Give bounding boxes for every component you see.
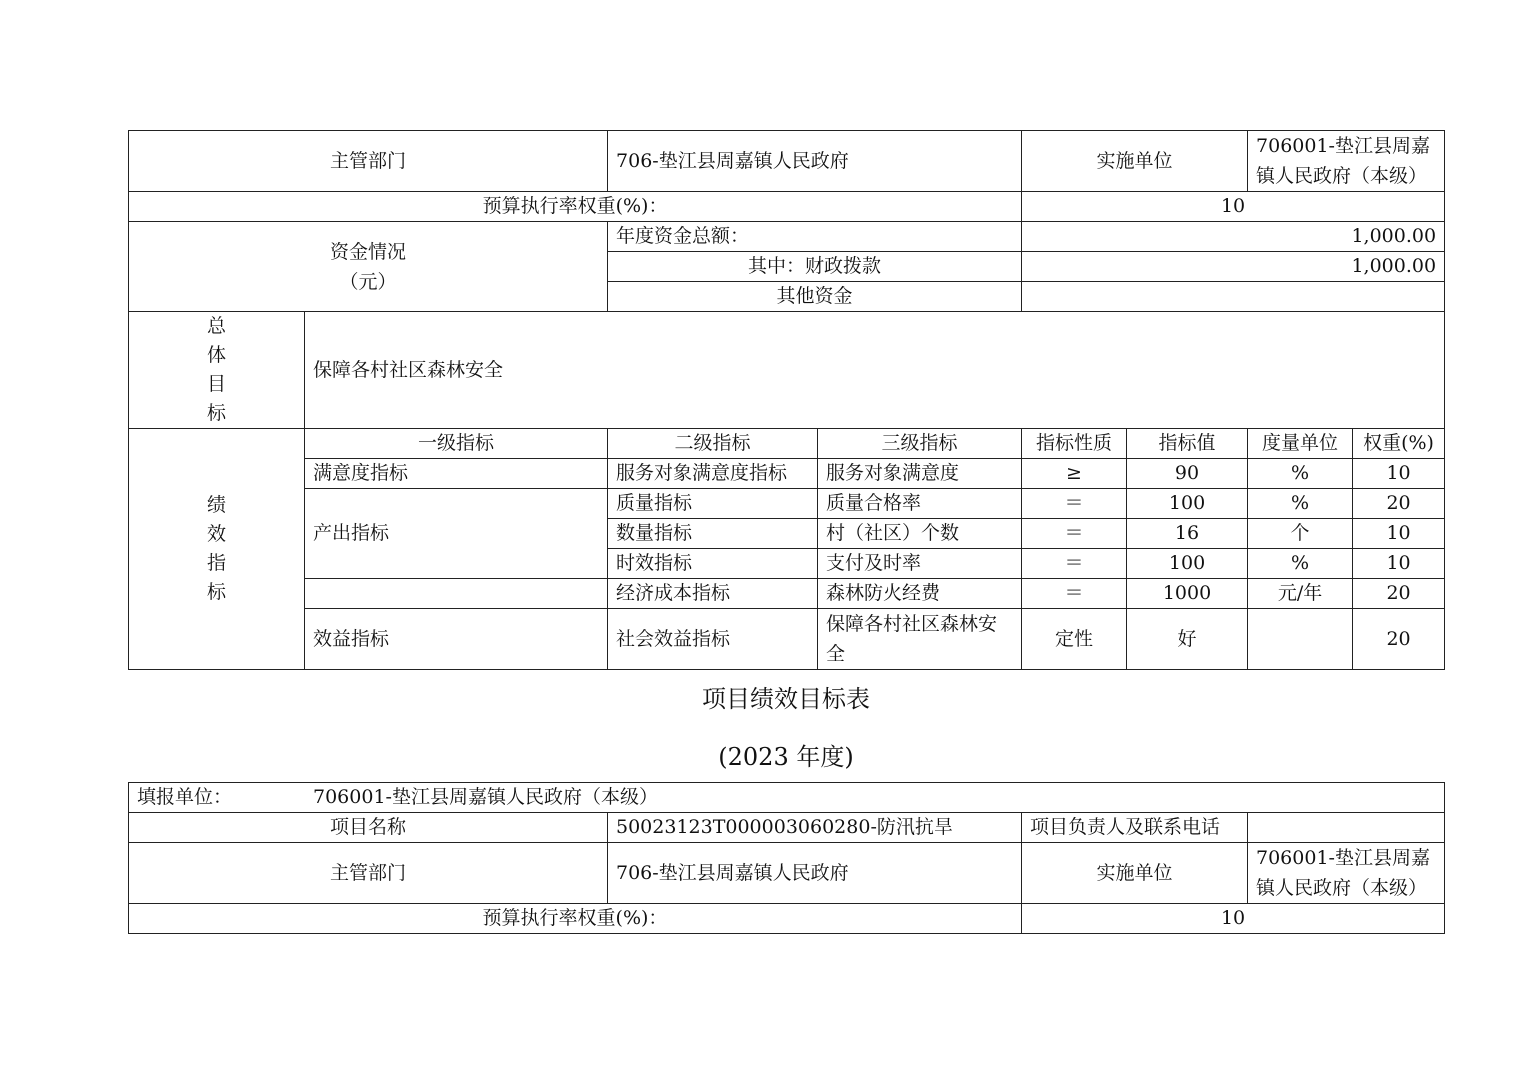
unit-cell: 个 xyxy=(1248,519,1353,549)
weight-cell: 10 xyxy=(1353,549,1445,579)
unit-cell: % xyxy=(1248,459,1353,489)
l2-cell: 经济成本指标 xyxy=(608,579,818,609)
nature-cell: ＝ xyxy=(1022,519,1127,549)
l1-cell: 满意度指标 xyxy=(305,459,608,489)
unit-cell: % xyxy=(1248,549,1353,579)
overall-goal-char: 总 xyxy=(206,315,226,337)
impl-unit-label: 实施单位 xyxy=(1022,131,1248,192)
project-name-label: 项目名称 xyxy=(129,813,608,843)
budget-rate-value: 10 xyxy=(1022,192,1445,222)
unit-cell: 元/年 xyxy=(1248,579,1353,609)
unit-cell: % xyxy=(1248,489,1353,519)
table-row xyxy=(129,489,1445,519)
supervisor-label: 主管部门 xyxy=(129,131,608,192)
weight-cell: 20 xyxy=(1353,579,1445,609)
budget-rate-label: 预算执行率权重(%)： xyxy=(129,904,1022,934)
header-l3: 三级指标 xyxy=(818,429,1022,459)
fiscal-value: 1,000.00 xyxy=(1022,252,1445,282)
value-cell: 好 xyxy=(1127,609,1248,670)
nature-cell: ≥ xyxy=(1022,459,1127,489)
value-cell: 100 xyxy=(1127,489,1248,519)
funds-label-line2: （元） xyxy=(339,270,397,293)
annual-total-value: 1,000.00 xyxy=(1022,222,1445,252)
supervisor-label: 主管部门 xyxy=(129,843,608,904)
l1-cell: 效益指标 xyxy=(305,609,608,670)
impl-unit-label: 实施单位 xyxy=(1022,843,1248,904)
l2-cell: 时效指标 xyxy=(608,549,818,579)
filler-value: 706001-垫江县周嘉镇人民政府（本级） xyxy=(313,786,658,808)
l2-cell: 数量指标 xyxy=(608,519,818,549)
header-nature: 指标性质 xyxy=(1022,429,1127,459)
funds-label xyxy=(129,222,608,312)
table-row xyxy=(129,579,1445,609)
value-cell: 100 xyxy=(1127,549,1248,579)
weight-cell: 20 xyxy=(1353,609,1445,670)
l1-cell xyxy=(305,579,608,609)
l3-cell: 保障各村社区森林安全 xyxy=(818,609,1022,670)
funds-label-line1: 资金情况 xyxy=(330,240,407,263)
project-name-value: 50023123T000003060280-防汛抗旱 xyxy=(608,813,1022,843)
l3-cell: 村（社区）个数 xyxy=(818,519,1022,549)
table-row xyxy=(129,459,1445,489)
perf-char: 绩 xyxy=(206,494,226,516)
budget-rate-label: 预算执行率权重(%)： xyxy=(129,192,1022,222)
impl-unit-value: 706001-垫江县周嘉镇人民政府（本级） xyxy=(1248,131,1445,192)
l3-cell: 服务对象满意度 xyxy=(818,459,1022,489)
perf-char: 效 xyxy=(206,523,226,545)
performance-table-2 xyxy=(128,782,1445,934)
overall-goal-char: 体 xyxy=(206,344,226,366)
perf-char: 指 xyxy=(206,552,226,574)
supervisor-value: 706-垫江县周嘉镇人民政府 xyxy=(608,131,1022,192)
annual-total-label: 年度资金总额： xyxy=(608,222,1022,252)
document-year: (2023 年度) xyxy=(718,743,854,771)
l3-cell: 支付及时率 xyxy=(818,549,1022,579)
header-l1: 一级指标 xyxy=(305,429,608,459)
perf-char: 标 xyxy=(206,581,226,603)
overall-goal-char: 标 xyxy=(206,402,226,424)
impl-unit-value: 706001-垫江县周嘉镇人民政府（本级） xyxy=(1248,843,1445,904)
overall-goal-char: 目 xyxy=(206,373,226,395)
header-weight: 权重(%) xyxy=(1353,429,1445,459)
table-row xyxy=(129,609,1445,670)
weight-cell: 10 xyxy=(1353,519,1445,549)
nature-cell: ＝ xyxy=(1022,579,1127,609)
l3-cell: 森林防火经费 xyxy=(818,579,1022,609)
supervisor-value: 706-垫江县周嘉镇人民政府 xyxy=(608,843,1022,904)
nature-cell: 定性 xyxy=(1022,609,1127,670)
weight-cell: 10 xyxy=(1353,459,1445,489)
overall-goal-text: 保障各村社区森林安全 xyxy=(305,312,1445,429)
value-cell: 90 xyxy=(1127,459,1248,489)
weight-cell: 20 xyxy=(1353,489,1445,519)
l1-cell: 产出指标 xyxy=(305,489,608,579)
filler-row xyxy=(129,783,1445,813)
l3-cell: 质量合格率 xyxy=(818,489,1022,519)
value-cell: 16 xyxy=(1127,519,1248,549)
nature-cell: ＝ xyxy=(1022,549,1127,579)
overall-goal-label xyxy=(129,312,305,429)
fiscal-label: 其中：财政拨款 xyxy=(608,252,1022,282)
budget-rate-value: 10 xyxy=(1022,904,1445,934)
contact-value xyxy=(1248,813,1445,843)
nature-cell: ＝ xyxy=(1022,489,1127,519)
l2-cell: 质量指标 xyxy=(608,489,818,519)
other-funds-value xyxy=(1022,282,1445,312)
header-value: 指标值 xyxy=(1127,429,1248,459)
value-cell: 1000 xyxy=(1127,579,1248,609)
l2-cell: 服务对象满意度指标 xyxy=(608,459,818,489)
filler-label: 填报单位： xyxy=(137,786,233,808)
perf-indicator-label xyxy=(129,429,305,670)
other-funds-label: 其他资金 xyxy=(608,282,1022,312)
unit-cell xyxy=(1248,609,1353,670)
l2-cell: 社会效益指标 xyxy=(608,609,818,670)
performance-table-1 xyxy=(128,130,1445,670)
document-title: 项目绩效目标表 xyxy=(702,685,870,713)
contact-label: 项目负责人及联系电话 xyxy=(1022,813,1248,843)
header-l2: 二级指标 xyxy=(608,429,818,459)
header-unit: 度量单位 xyxy=(1248,429,1353,459)
